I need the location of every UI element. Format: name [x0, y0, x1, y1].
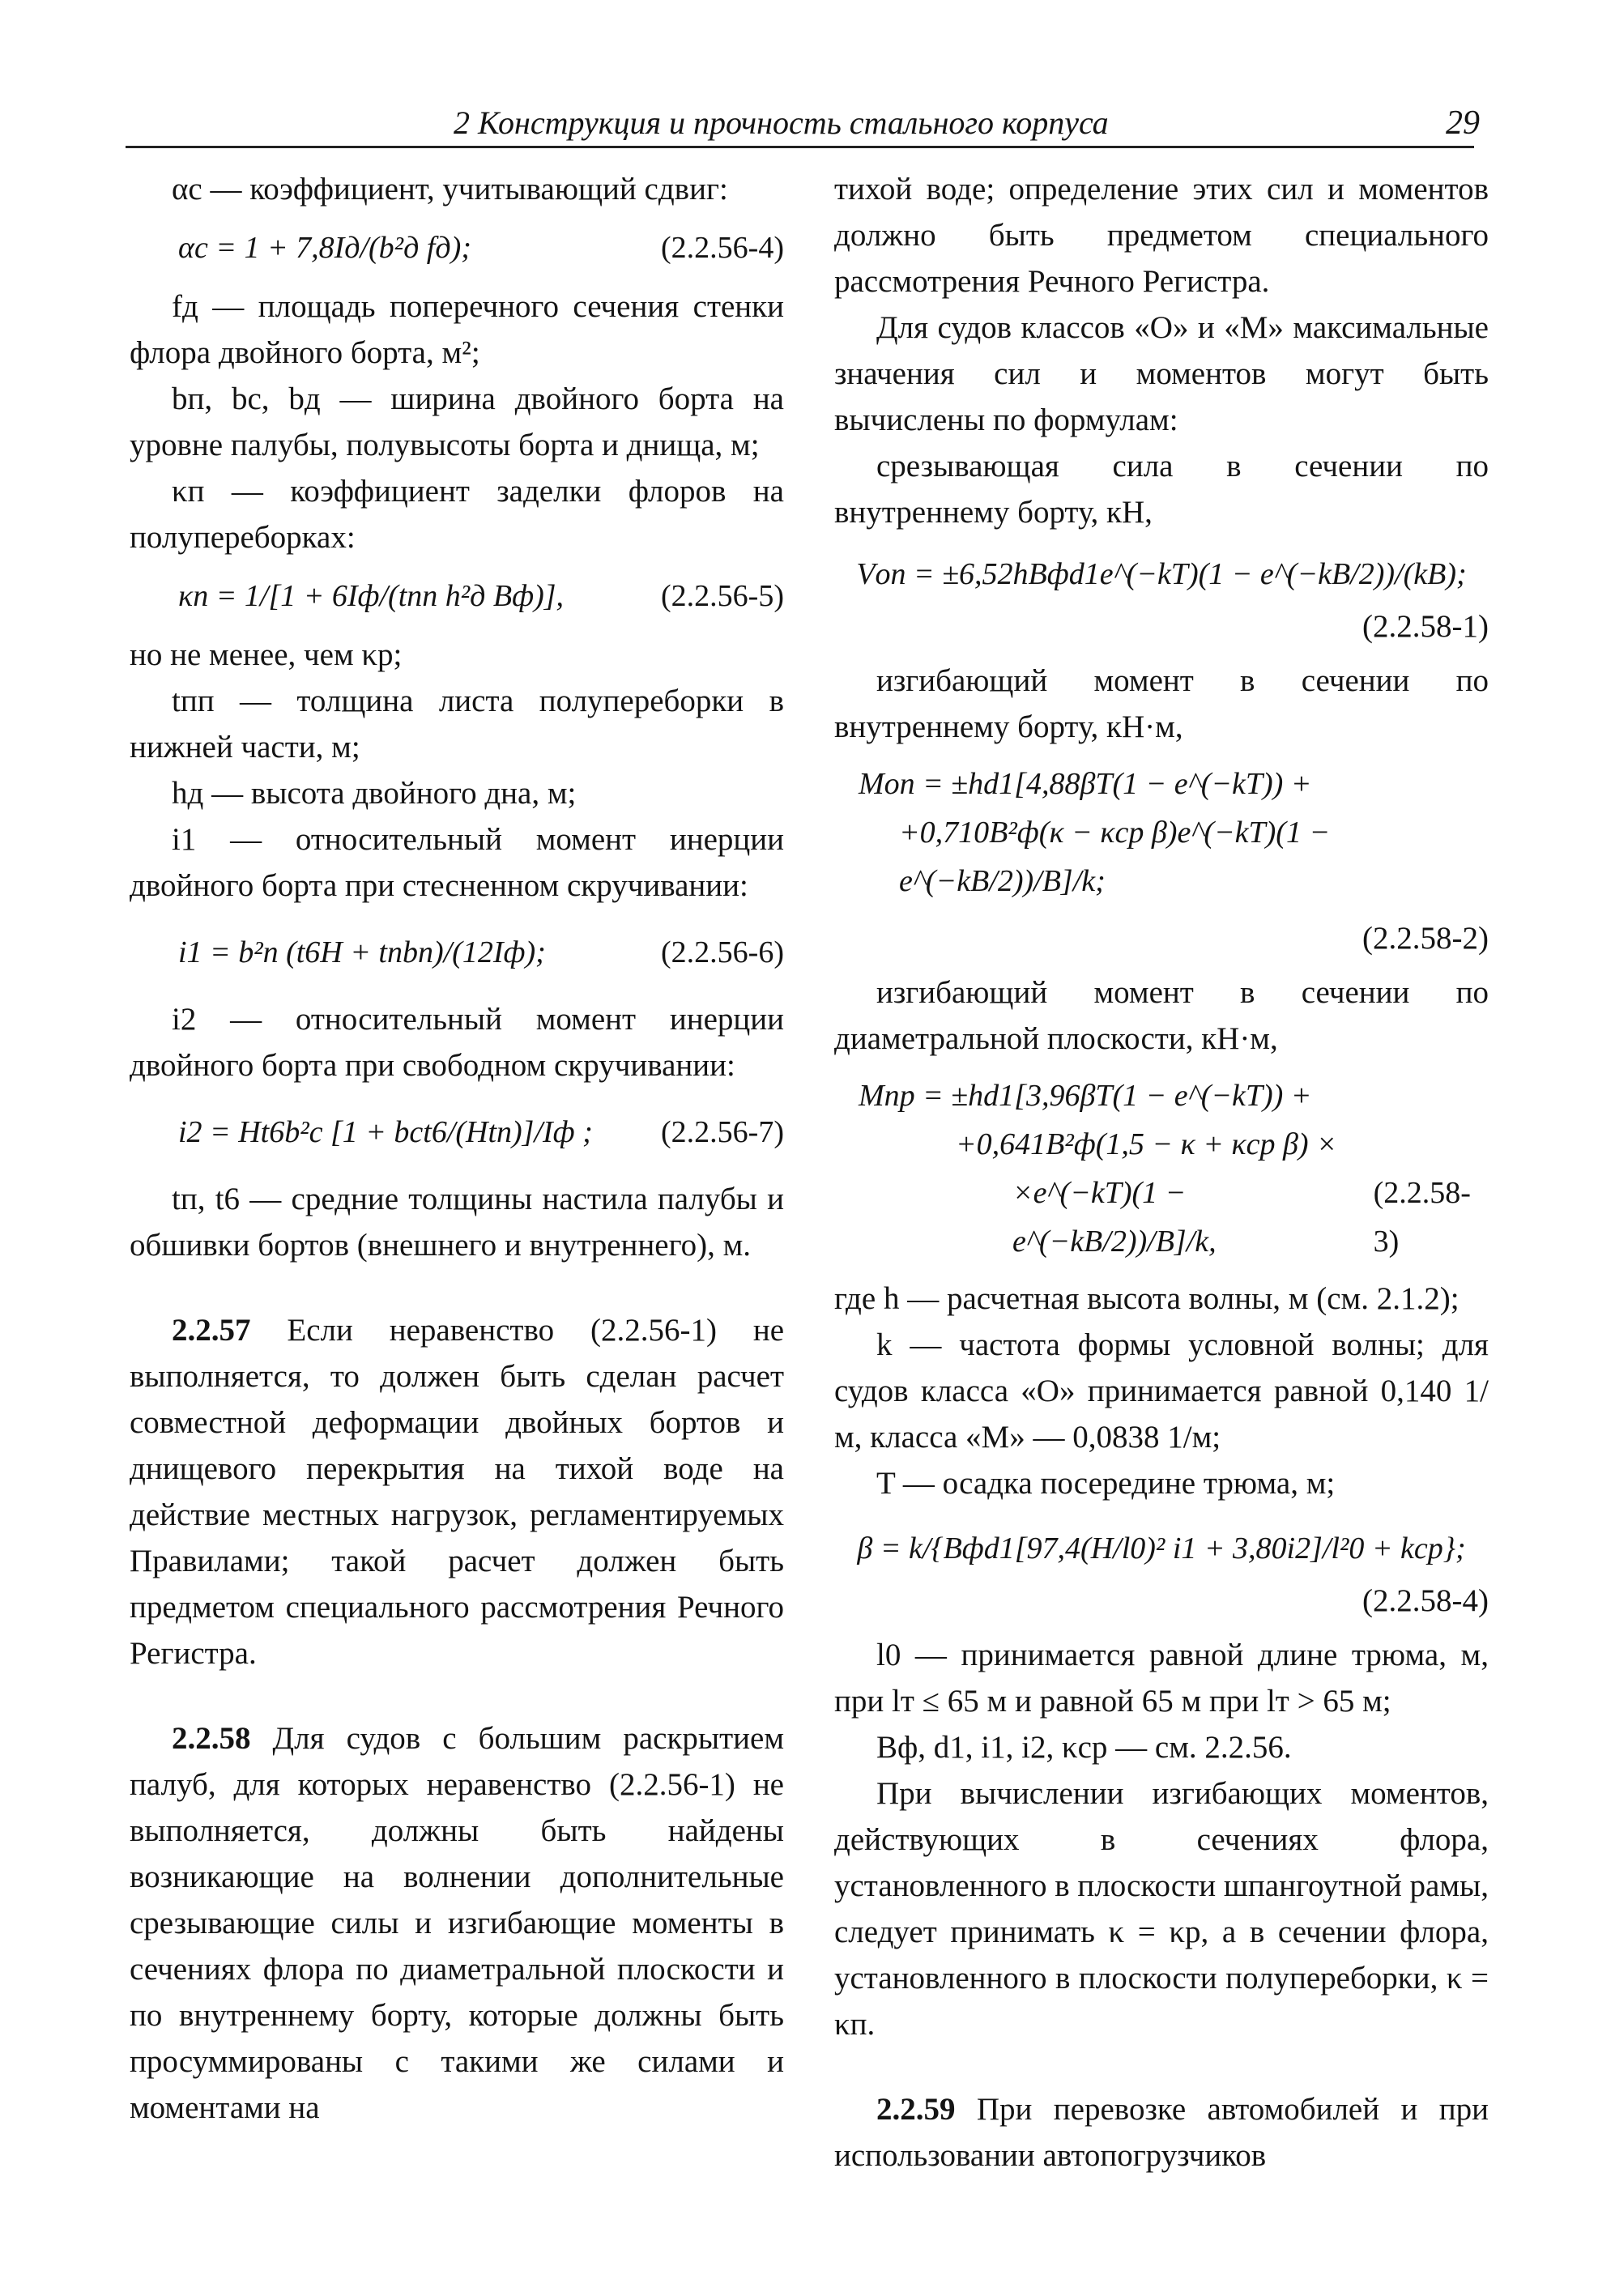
paragraph: но не менее, чем κр; [130, 637, 403, 672]
paragraph: изгибающий момент в сечении по внутреннему борту, кН·м, [834, 663, 1489, 744]
equation-number: (2.2.58-1) [1362, 609, 1489, 644]
equation-body: αc = 1 + 7,8Iд/(b²д fд); [178, 231, 471, 265]
paragraph: tп, t6 — средние толщины настила палубы и обшивки бортов (внешнего и внутреннего), м. [130, 1182, 784, 1263]
paragraph: где h — расчетная высота волны, м (см. 2.1.2); [834, 1281, 1460, 1316]
paragraph: При вычислении изгибающих моментов, действующих в сечениях флора, установленного в плоскости шпангоутной рамы, следует принимать κ = κр, а в сечении флора, установленного в плоскости полупереборки, κ = κп. [834, 1776, 1489, 2042]
equation-line: +0,641B²ф(1,5 − κ + κср β) × [956, 1127, 1337, 1161]
paragraph: i1 — относительный момент инерции двойного борта при стесненном скручивании: [130, 822, 784, 903]
running-header-title: 2 Конструкция и прочность стального корпуса [454, 104, 1109, 141]
equation-body: ×e^(−kT)(1 − e^(−kB/2))/B]/k, [1012, 1176, 1217, 1259]
paragraph: T — осадка посередине трюма, м; [876, 1466, 1336, 1501]
equation-number: (2.2.56-4) [661, 231, 784, 265]
equation [130, 224, 784, 272]
equation-body: Vоп = ±6,52hBфd1e^(−kT)(1 − e^(−kB/2))/(kB); [856, 557, 1467, 591]
section-number: 2.2.58 [172, 1721, 251, 1756]
left-column [130, 166, 784, 2131]
paragraph: тихой воде; определение этих сил и моментов должно быть предметом специального рассмотрения Речного Регистра. [834, 172, 1489, 299]
paragraph: i2 — относительный момент инерции двойного борта при свободном скручивании: [130, 1002, 784, 1083]
paragraph: fд — площадь поперечного сечения стенки флора двойного борта, м²; [130, 289, 784, 370]
equation-number: (2.2.56-5) [661, 579, 784, 613]
paragraph: изгибающий момент в сечении по диаметральной плоскости, кН·м, [834, 975, 1489, 1056]
equation-number: (2.2.58-3) [1373, 1176, 1471, 1259]
paragraph: k — частота формы условной волны; для судов класса «О» принимается равной 0,140 1/м, класса «М» — 0,0838 1/м; [834, 1327, 1489, 1455]
equation [834, 1524, 1489, 1573]
equation-line [834, 1169, 1489, 1266]
paragraph: Для судов классов «О» и «М» максимальные значения сил и моментов могут быть вычислены по формулам: [834, 310, 1489, 437]
equation [130, 572, 784, 620]
equation [130, 928, 784, 977]
equation [130, 1108, 784, 1157]
paragraph: hд — высота двойного дна, м; [172, 776, 577, 811]
section-number: 2.2.57 [172, 1313, 251, 1348]
equation-body: κп = 1/[1 + 6Iф/(tпп h²д Bф)], [178, 579, 565, 613]
equation [834, 760, 1489, 905]
paragraph: l0 — принимается равной длине трюма, м, при lт ≤ 65 м и равной 65 м при lт > 65 м; [834, 1638, 1489, 1719]
equation [834, 550, 1489, 598]
paragraph: κп — коэффициент заделки флоров на полупереборках: [130, 474, 784, 555]
section-2-2-58 [130, 1715, 784, 2131]
equation-number: (2.2.56-7) [661, 1115, 784, 1149]
section-text: Для судов с большим раскрытием палуб, для которых неравенство (2.2.56-1) не выполняется, должны быть найдены возникающие на волнении дополнительные срезывающие силы и изгибающие моменты в сечениях флора по диаметральной плоскости и по внутреннему борту, которые должны быть просуммированы с такими же силами и моментами на [130, 1721, 784, 2125]
paragraph: bп, bс, bд — ширина двойного борта на уровне палубы, полувысоты борта и днища, м; [130, 381, 784, 462]
section-text: При перевозке автомобилей и при использовании автопогрузчиков [834, 2092, 1489, 2173]
equation-line: +0,710B²ф(κ − κср β)e^(−kT)(1 − e^(−kB/2))/B]/k; [899, 816, 1331, 898]
page-number: 29 [1446, 104, 1480, 142]
section-text: Если неравенство (2.2.56-1) не выполняется, то должен быть сделан расчет совместной деформации двойных бортов и днищевого перекрытия на тихой воде на действие местных нагрузок, регламентируемых Правилами; такой расчет должен быть предметом специального рассмотрения Речного Регистра. [130, 1313, 784, 1671]
paragraph: αc — коэффициент, учитывающий сдвиг: [172, 172, 728, 207]
paragraph: срезывающая сила в сечении по внутреннему борту, кН, [834, 449, 1489, 530]
equation-body: i2 = Ht6b²с [1 + bсt6/(Htп)]/Iф ; [178, 1115, 593, 1149]
equation-number: (2.2.56-6) [661, 935, 784, 969]
equation-line: Mоп = ±hd1[4,88βT(1 − e^(−kT)) + [859, 767, 1312, 801]
section-2-2-57 [130, 1307, 784, 1676]
equation [834, 1071, 1489, 1266]
equation-number: (2.2.58-2) [1362, 921, 1489, 956]
header-rule [126, 146, 1474, 148]
right-column [834, 166, 1489, 2179]
section-number: 2.2.59 [876, 2092, 956, 2127]
paragraph: Bф, d1, i1, i2, κср — см. 2.2.56. [876, 1730, 1292, 1765]
equation-line: Mпр = ±hd1[3,96βT(1 − e^(−kT)) + [859, 1079, 1312, 1113]
section-2-2-59 [834, 2086, 1489, 2179]
equation-number: (2.2.58-4) [1362, 1583, 1489, 1618]
paragraph: tпп — толщина листа полупереборки в нижней части, м; [130, 684, 784, 765]
equation-body: β = k/{Bфd1[97,4(H/l0)² i1 + 3,80i2]/l²0 + kср}; [857, 1531, 1466, 1565]
equation-body: i1 = b²п (t6H + tпbп)/(12Iф); [178, 935, 546, 969]
